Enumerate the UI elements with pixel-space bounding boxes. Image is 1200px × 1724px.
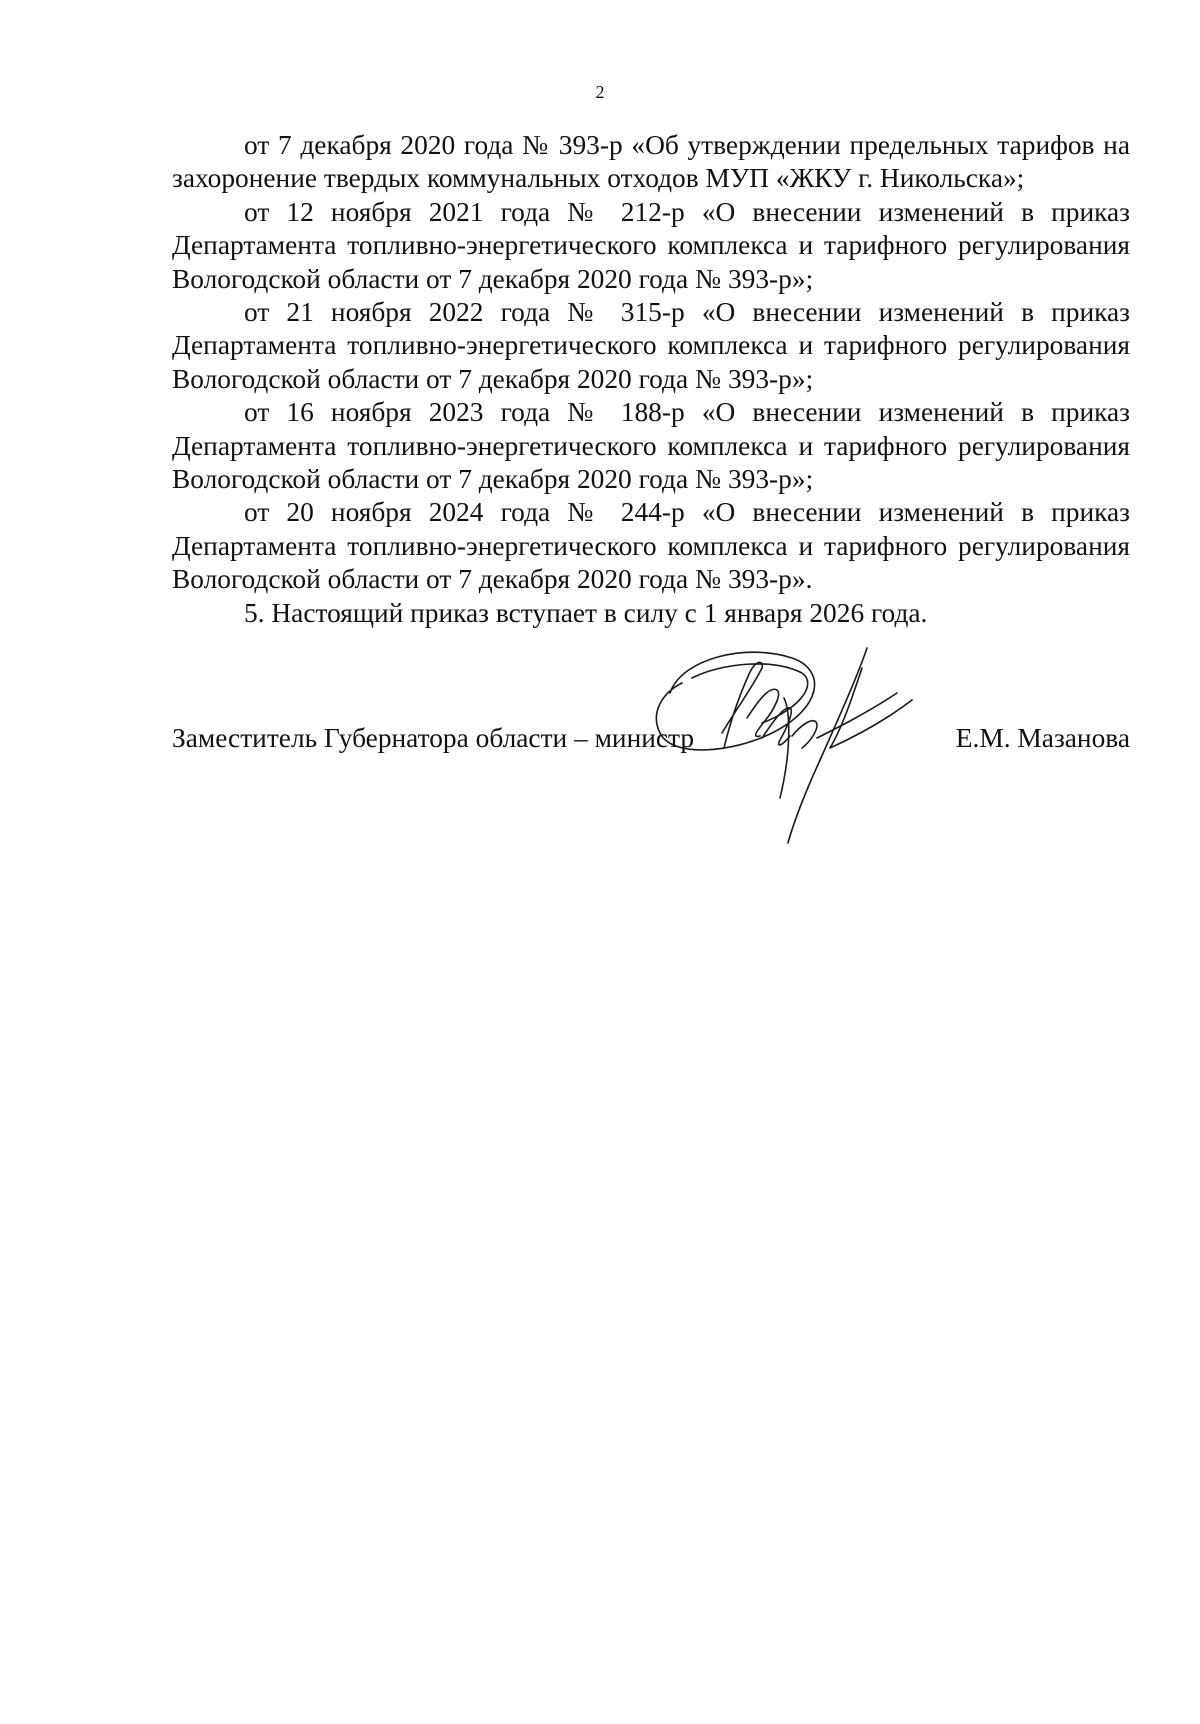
paragraph-order-188: от 16 ноября 2023 года № 188-р «О внесении изменений в приказ Департамента топливно-энергетического комплекса и тарифного регулирования Вологодской области от 7 декабря 2020 года № 393-р»;: [172, 397, 1130, 495]
paragraph-effective-date: 5. Настоящий приказ вступает в силу с 1 января 2026 года.: [244, 597, 928, 628]
signatory-position: Заместитель Губернатора области – министр: [172, 723, 695, 753]
signatory-name: Е.М. Мазанова: [955, 723, 1130, 753]
page-number: 2: [595, 82, 605, 102]
paragraph-order-212: от 12 ноября 2021 года № 212-р «О внесении изменений в приказ Департамента топливно-энергетического комплекса и тарифного регулирования Вологодской области от 7 декабря 2020 года № 393-р»;: [172, 196, 1130, 294]
document-body: [172, 129, 1130, 630]
paragraph-order-393: от 7 декабря 2020 года № 393-р «Об утверждении предельных тарифов на захоронение твердых коммунальных отходов МУП «ЖКУ г. Никольска»;: [172, 130, 1130, 194]
paragraph-order-315: от 21 ноября 2022 года № 315-р «О внесении изменений в приказ Департамента топливно-энергетического комплекса и тарифного регулирования Вологодской области от 7 декабря 2020 года № 393-р»;: [172, 297, 1130, 394]
paragraph-order-244: от 20 ноября 2024 года № 244-р «О внесении изменений в приказ Департамента топливно-энергетического комплекса и тарифного регулирования Вологодской области от 7 декабря 2020 года № 393-р».: [172, 497, 1130, 595]
signature-block: [172, 722, 1130, 762]
